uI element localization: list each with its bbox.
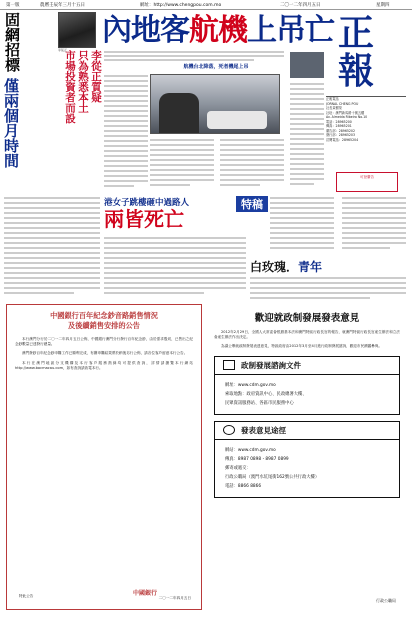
lead-intro-text [104,50,284,62]
masthead [326,14,386,96]
feature-badge: 特稿 [236,196,268,212]
boc-title-1: 中國銀行百年紀念鈔音路銷售情況 [50,311,158,320]
boc-logo: 中國銀行 [132,590,157,597]
left-body-text [4,196,100,300]
info-line-1: Av. Almeida Ribeiro No.10 [326,115,368,119]
box2-row-1[interactable]: 網站：www.cdm.gov.mo [225,447,276,453]
masthead-char-1: 正 [337,12,374,54]
info-line-2: 電話：28965200 [326,119,352,124]
boc-announcement [6,304,202,610]
masthead-line-3: 社長黃樹榮 [326,106,342,110]
box2-row-5: 電話：8866 8866 [225,483,262,489]
masthead-line-2: JORNAL CHENG POU [326,101,359,106]
left-red-subheadline [24,50,102,190]
notice-paragraph-2: 為讓公眾就政制發展表達意見，特區政府由2012年3月至4月進行政制發展諮詢，歡迎市民踴躍參與。 [221,344,383,349]
opinion-channels-box [214,421,400,498]
masthead-char-2: 報 [337,50,374,92]
box2-row-4: 行政公職局（澳門水坑尾街162號公共行政大樓） [225,474,320,480]
boc-title-2: 及後續銷售安排的公告 [68,321,140,330]
page-header [0,0,412,10]
masthead-line-1: 正報電話 [326,97,339,101]
lunar-date: 農曆壬辰年三月十五日 [40,2,85,8]
notice-signature: 行政公職局 [376,598,396,603]
boc-date: 二〇一二年四月五日 [158,596,191,600]
left-headline-2 [2,78,22,168]
second-story-body [104,236,246,300]
lead-photo [150,74,280,134]
boc-signature: 特此公告 [19,594,34,598]
left-headline-line1: 固網招標 [3,12,21,72]
lead-headline [102,13,334,48]
website-url[interactable]: 網址：http://www.chengpou.com.mo [140,2,222,8]
lead-body-text-2 [150,138,284,192]
info-line-5: 發行部：28965203 [326,133,355,137]
column-label-part2: 青年 [298,260,323,274]
box2-title: 發表意見途徑 [241,425,286,435]
weekday: 星期四 [376,2,390,8]
second-story-kicker: 港女子跳樓砸中過路人 [104,198,190,208]
column-label-part1: 白玫瑰 [250,260,287,274]
consultation-document-box [214,356,400,415]
ad-box: 可登廣告 [336,172,398,192]
left-headline-line2: 僅兩個月時間 [2,78,20,168]
info-line-0: 社址：澳門新馬路十號五樓 [326,110,365,115]
info-line-3: 傳真：28965201 [326,124,352,128]
column-label [250,258,322,275]
boc-paragraph-2: 澳門發鈔百年紀念鈔申購工作已順利完成，有關申購結果將於稍後另行公佈，請各位客戶留意本行公告。 [22,351,188,356]
second-story-headline: 兩皆死亡 [104,207,184,231]
center-right-body [270,196,406,254]
lead-headline-part3: 上吊亡 [247,13,334,48]
info-line-4: 廣告部：28965202 [326,128,355,133]
box2-row-2: 傳真：8987 0898・8987 0899 [225,456,289,462]
box1-title: 政制發展諮詢文件 [241,360,301,370]
column-body [250,276,406,300]
lead-headline-part2: 航機 [189,13,247,48]
red-sub-2: 只為熟悉本土 [77,50,89,113]
red-sub-1: 李從正質疑 [90,50,102,103]
boc-paragraph-3: 本行在澳門地區分支機構及本行客戶服務熱線均可提供查詢，詳情請瀏覽本行網站http://www.bocmacau.com，如有查詢請致電本行。 [15,360,193,370]
notice-title: 歡迎就政制發展發表意見 [254,313,360,324]
box1-row-2: 索取地點：政府資訊中心、民政總署大樓、 [225,391,307,397]
box2-row-3: 郵寄或遞交： [225,465,251,471]
column-label-sep: ． [286,260,299,274]
speech-icon [223,425,235,435]
document-icon [223,360,235,370]
lead-headline-part1: 內地客 [102,13,189,48]
box1-row-1[interactable]: 網址：www.cdm.gov.mo [225,382,276,388]
government-notice [208,304,406,610]
portrait-caption: 李從正 [58,48,68,52]
lead-body-text [104,74,148,192]
page-number: 第一版 [6,2,20,8]
portrait-photo [58,12,96,48]
right-news-column [290,52,324,192]
issue-date: 二〇一二年四月五日 [280,2,321,8]
box1-row-3: 民眾資訊服務站、各區市民服務中心 [225,400,294,406]
lead-subheadline: 航機台北降落，死者機尾上吊 [183,64,249,70]
notice-paragraph-1: 2012年2月29日，全國人大常委會根據基本法和澳門特區行政長官的報告，就澳門特區行政長官產生辦法和立法會產生辦法作出決定。 [214,330,400,340]
red-sub-3: 市場投資者而設 [64,50,76,124]
info-line-6: 訂閱電話：28965204 [326,137,359,142]
boc-paragraph-1: 本行澳門分行於二〇一二年四月五日公佈，中國銀行澳門分行發行百年紀念鈔，由於需求殷切，已售出之紀念鈔數量已達發行總量。 [15,337,193,347]
